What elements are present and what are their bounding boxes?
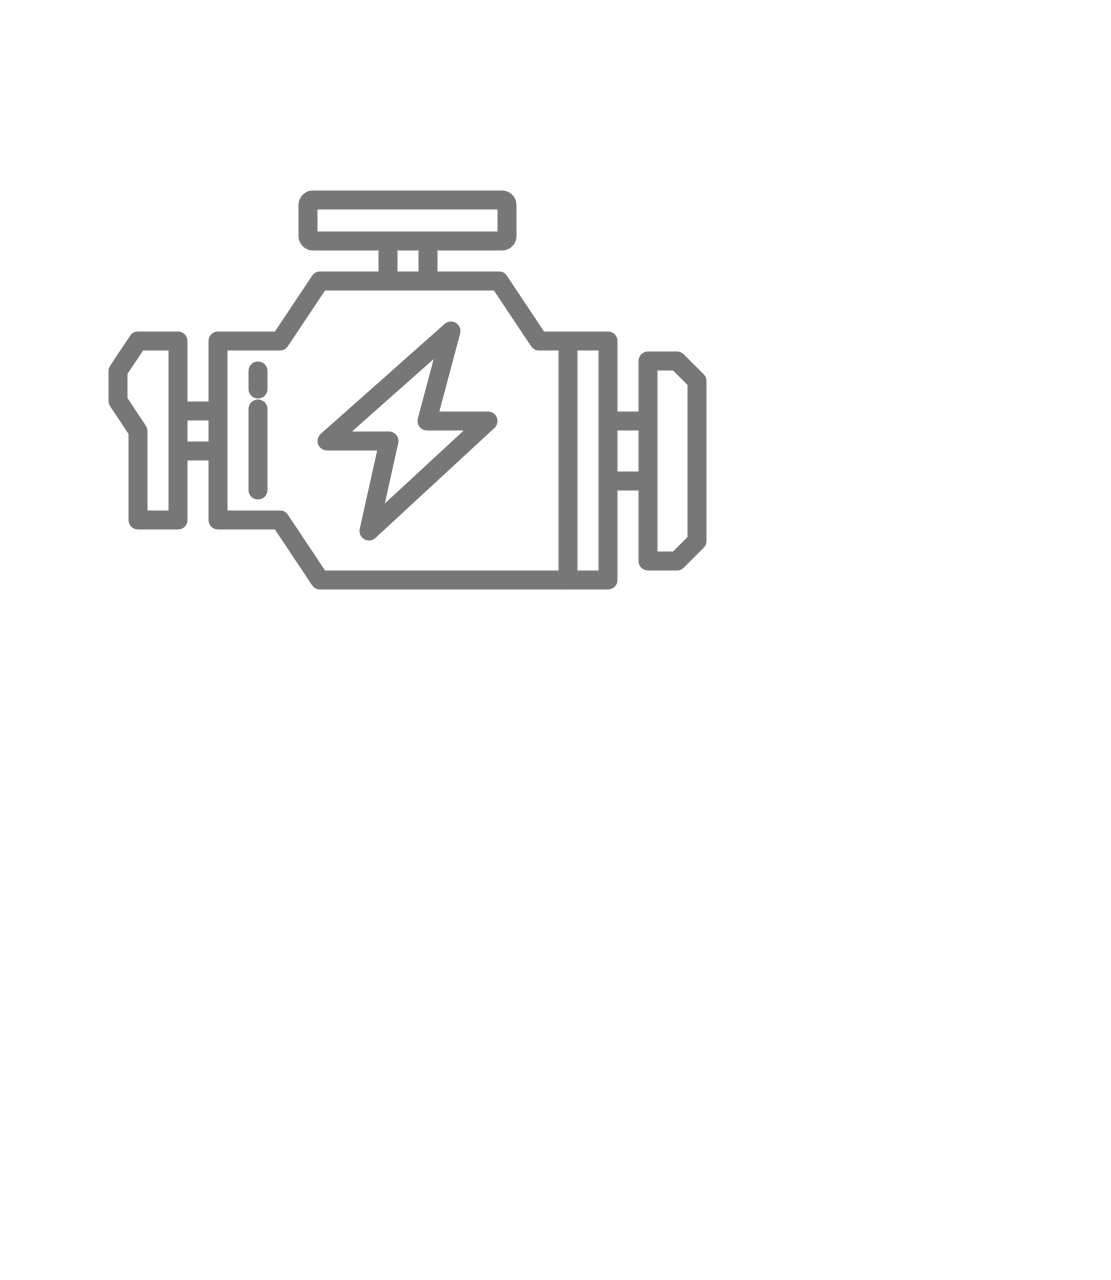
lightning-bolt-icon (327, 331, 488, 531)
engine-left-cap (118, 341, 178, 520)
engine-right-cap (648, 361, 697, 561)
engine-body (218, 281, 568, 580)
